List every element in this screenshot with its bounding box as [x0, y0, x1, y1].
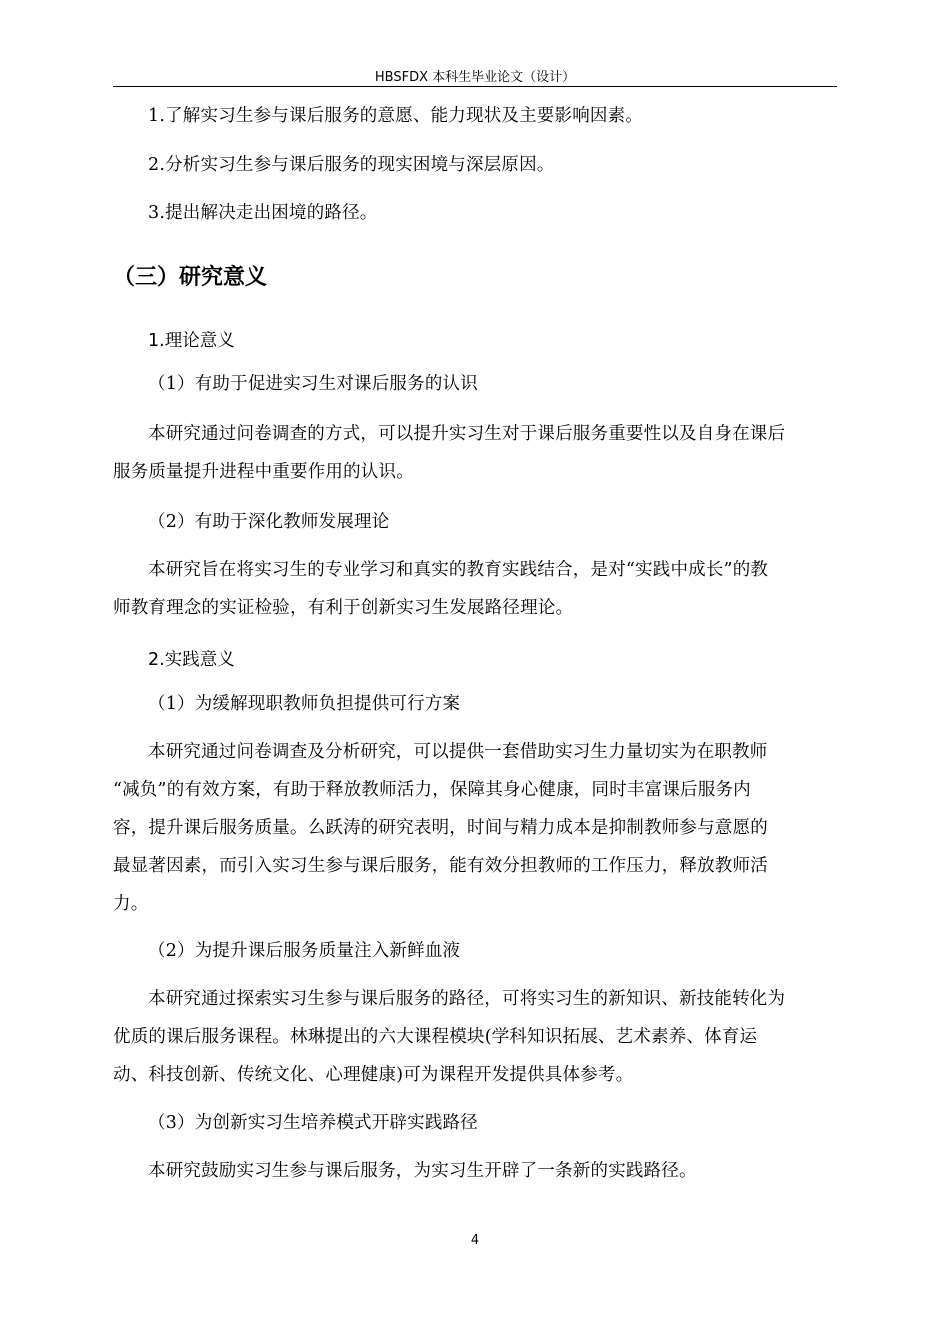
paragraph-line: 本研究鼓励实习生参与课后服务，为实习生开辟了一条新的实践路径。: [148, 1161, 697, 1181]
paragraph-line: 本研究通过探索实习生参与课后服务的路径，可将实习生的新知识、新技能转化为: [148, 989, 786, 1009]
paragraph: [113, 415, 837, 491]
paragraph-line: 服务质量提升进程中重要作用的认识。: [113, 462, 414, 482]
item-title: [113, 932, 837, 970]
subsection-heading-theory: 1.理论意义: [148, 331, 235, 351]
item-title-text: （1）有助于促进实习生对课后服务的认识: [148, 374, 478, 394]
paragraph-line: 动、科技创新、传统文化、心理健康)可为课程开发提供具体参考。: [113, 1065, 634, 1085]
paragraph-line: 本研究通过问卷调查的方式，可以提升实习生对于课后服务重要性以及自身在课后: [148, 424, 786, 444]
goal-text: 1.了解实习生参与课后服务的意愿、能力现状及主要影响因素。: [148, 106, 643, 126]
paragraph-line: 本研究通过问卷调查及分析研究，可以提供一套借助实习生力量切实为在职教师: [148, 742, 768, 762]
item-title: [113, 1104, 837, 1142]
paragraph-line: 师教育理念的实证检验，有利于创新实习生发展路径理论。: [113, 598, 574, 618]
item-title-text: （1）为缓解现职教师负担提供可行方案: [148, 694, 461, 714]
item-title-text: （2）为提升课后服务质量注入新鲜血液: [148, 941, 461, 961]
goal-item-3: [113, 194, 837, 232]
item-title: [113, 685, 837, 723]
paragraph: [113, 551, 837, 627]
paragraph-line: 本研究旨在将实习生的专业学习和真实的教育实践结合，是对“实践中成长”的教: [148, 560, 769, 580]
goal-item-2: [113, 146, 837, 184]
paragraph-line: 力。: [113, 894, 149, 914]
paragraph-line: 最显著因素，而引入实习生参与课后服务，能有效分担教师的工作压力，释放教师活: [113, 856, 768, 876]
page-header: HBSFDX 本科生毕业论文（设计）: [374, 70, 576, 85]
paragraph: [113, 1152, 837, 1190]
section-heading: （三）研究意义: [113, 265, 268, 290]
paragraph-line: 优质的课后服务课程。林琳提出的六大课程模块(学科知识拓展、艺术素养、体育运: [113, 1027, 758, 1047]
goal-item-1: [113, 97, 837, 135]
header-divider: [113, 86, 837, 87]
paragraph: [113, 733, 837, 923]
item-title-text: （2）有助于深化教师发展理论: [148, 512, 390, 532]
paragraph: [113, 980, 837, 1094]
goal-text: 2.分析实习生参与课后服务的现实困境与深层原因。: [148, 155, 555, 175]
goal-text: 3.提出解决走出困境的路径。: [148, 203, 378, 223]
item-title: [113, 503, 837, 541]
page-number: 4: [470, 1233, 480, 1248]
subsection-heading-practice: 2.实践意义: [148, 650, 235, 670]
paragraph-line: 容，提升课后服务质量。么跃涛的研究表明，时间与精力成本是抑制教师参与意愿的: [113, 818, 768, 838]
item-title-text: （3）为创新实习生培养模式开辟实践路径: [148, 1113, 478, 1133]
item-title: [113, 365, 837, 403]
paragraph-line: “减负”的有效方案，有助于释放教师活力，保障其身心健康，同时丰富课后服务内: [113, 780, 751, 800]
